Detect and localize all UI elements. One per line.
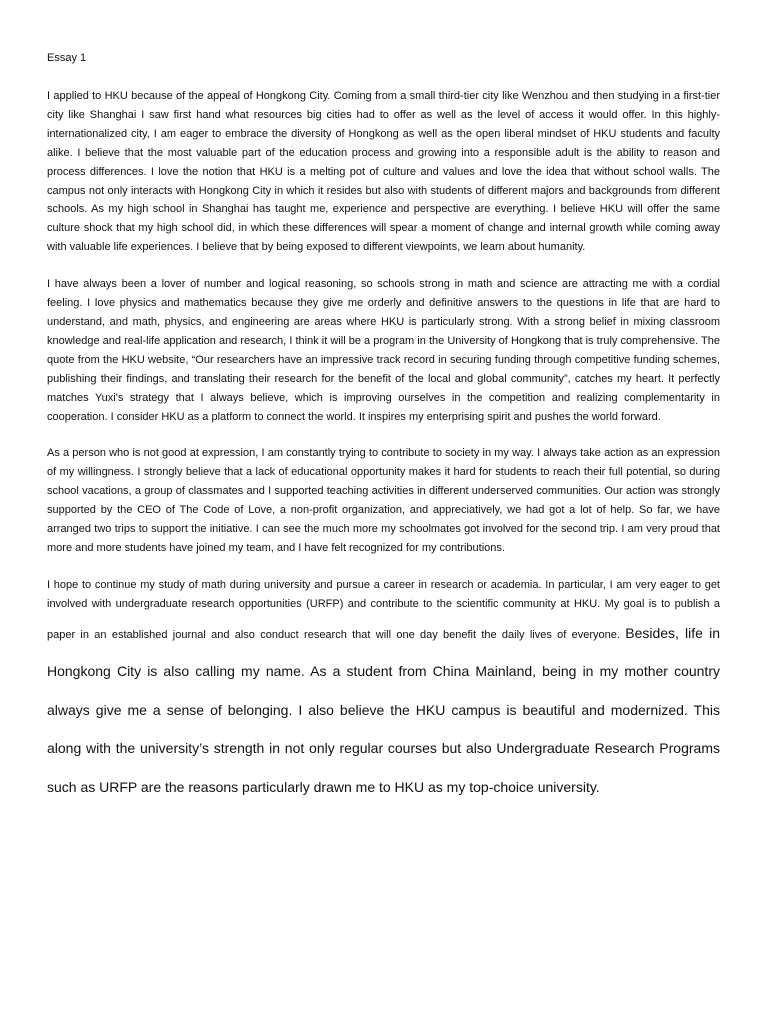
paragraph-4-small-text: I hope to continue my study of math during university and pursue a career in research or academia. In particular, I am very eager to get involved with undergraduate research opportunities (URFP) and contribute to the scientific community at HKU. My goal is to publish a paper in an established journal and also conduct research that will one day benefit the daily lives of everyone. bbox=[47, 578, 720, 641]
paragraph-2: I have always been a lover of number and logical reasoning, so schools strong in math and science are attracting me with a cordial feeling. I love physics and mathematics because they give me orderly and definitive answers to the questions in life that are hard to understand, and math, physics, and engineering are areas where HKU is particularly strong. With a strong belief in mixing classroom knowledge and real-life application and research, I think it will be a program in the University of Hongkong that is truly comprehensive. The quote from the HKU website, “Our researchers have an impressive track record in securing funding through competitive funding schemes, publishing their findings, and translating their research for the benefit of the local and global community”, catches my heart. It perfectly matches Yuxi's strategy that I always believe, which is improving ourselves in the competition and realizing complementarity in cooperation. I consider HKU as a platform to connect the world. It inspires my enterprising spirit and pushes the world forward. bbox=[47, 278, 720, 423]
paragraph-4-large-text: Besides, life in Hongkong City is also calling my name. As a student from China Mainland, being in my mother country always give me a sense of belonging. I also believe the HKU campus is beautiful and modernized. This along with the university’s strength in not only regular courses but also Undergraduate Research Programs such as URFP are the reasons particularly drawn me to HKU as my top-choice university. bbox=[47, 624, 720, 796]
essay-title: Essay 1 bbox=[47, 52, 87, 64]
paragraph-4 bbox=[47, 576, 720, 807]
essay-page bbox=[47, 50, 720, 807]
paragraph-1: I applied to HKU because of the appeal of Hongkong City. Coming from a small third-tier city like Wenzhou and then studying in a first-tier city like Shanghai I saw first hand what resources big cities had to offer as well as the level of access it would offer. In this highly-internationalized city, I am eager to embrace the diversity of Hongkong as well as the open liberal mindset of HKU students and faculty alike. I believe that the most valuable part of the education process and growing into a responsible adult is the ability to reason and process differences. I love the notion that HKU is a melting pot of culture and values and love the idea that without school walls. The campus not only interacts with Hongkong City in which it resides but also with students of different majors and backgrounds from different schools. As my high school in Shanghai has taught me, experience and perspective are everything. I believe HKU will offer the same culture shock that my high school did, in which these differences will spear a moment of change and internal growth while coming away with valuable life experiences. I believe that by being exposed to different viewpoints, we learn about humanity. bbox=[47, 90, 720, 254]
paragraph-3: As a person who is not good at expression, I am constantly trying to contribute to society in my way. I always take action as an expression of my willingness. I strongly believe that a lack of educational opportunity makes it hard for students to reach their full potential, so during school vacations, a group of classmates and I supported teaching activities in different underserved communities. Our action was strongly supported by the CEO of The Code of Love, a non-profit organization, and appreciatively, we had got a lot of help. So far, we have arranged two trips to support the initiative. I can see the much more my schoolmates got involved for the second trip. I am very proud that more and more students have joined my team, and I have felt recognized for my contributions. bbox=[47, 447, 720, 554]
